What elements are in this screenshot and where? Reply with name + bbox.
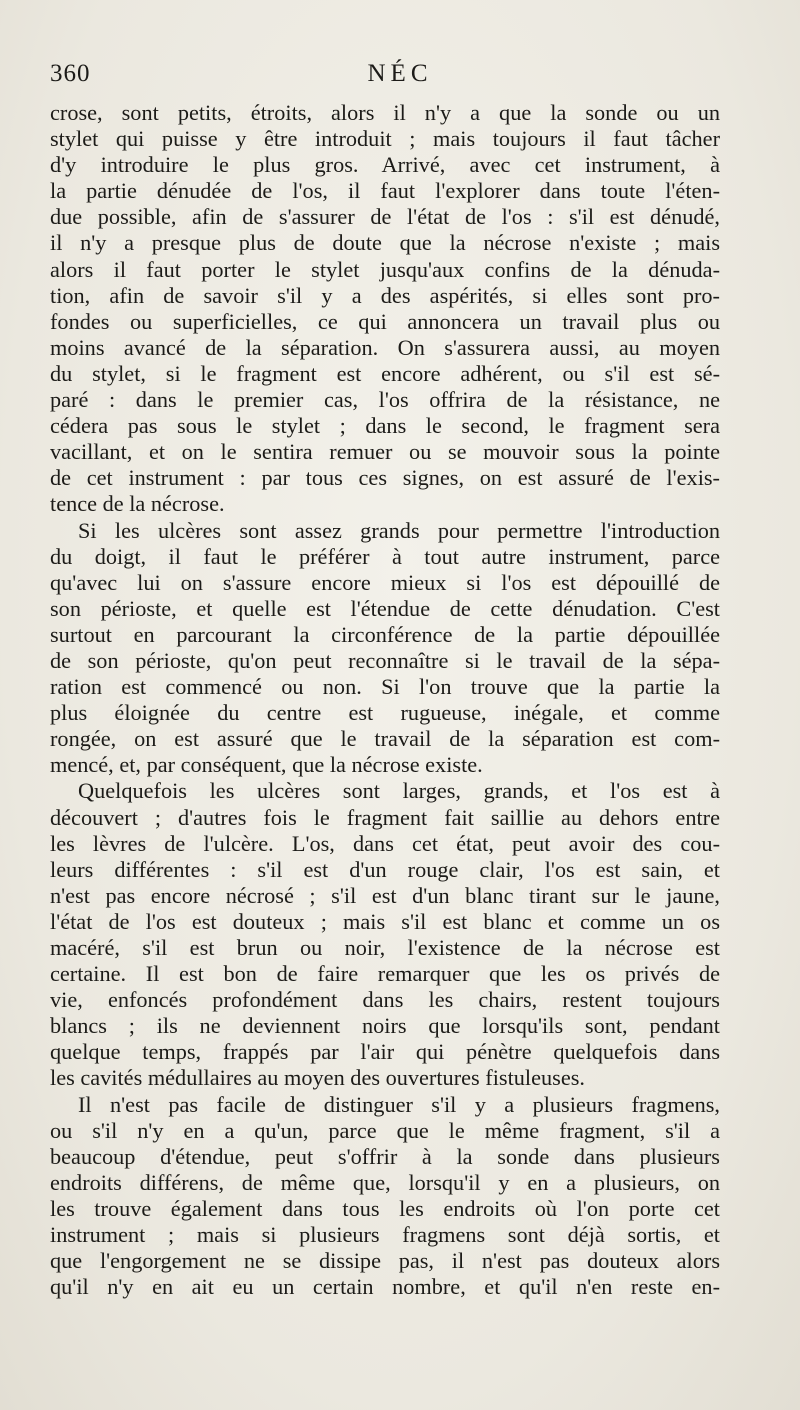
text-line: stylet qui puisse y être introduit ; mais toujours il faut tâcher [50, 126, 720, 152]
text-line: les trouve également dans tous les endroits où l'on porte cet [50, 1195, 720, 1221]
page-header [50, 60, 750, 100]
text-line: instrument ; mais si plusieurs fragmens sont déjà sortis, et [50, 1222, 720, 1248]
text-line: blancs ; ils ne deviennent noirs que lorsqu'ils sont, pendant [50, 1013, 720, 1039]
paragraph [50, 778, 720, 1091]
body-text [50, 100, 720, 1300]
paragraph [50, 518, 720, 779]
text-line: Il n'est pas facile de distinguer s'il y a plusieurs fragmens, [78, 1091, 720, 1117]
text-line: moins avancé de la séparation. On s'assurera aussi, au moyen [50, 334, 720, 360]
text-line: beaucoup d'étendue, peut s'offrir à la sonde dans plusieurs [50, 1143, 720, 1169]
text-line: la partie dénudée de l'os, il faut l'explorer dans toute l'éten- [50, 178, 720, 204]
text-line: les cavités médullaires au moyen des ouvertures fistuleuses. [50, 1065, 585, 1091]
text-line: quelque temps, frappés par l'air qui pénètre quelquefois dans [50, 1039, 720, 1065]
text-line: les lèvres de l'ulcère. L'os, dans cet état, peut avoir des cou- [50, 830, 720, 856]
text-line: crose, sont petits, étroits, alors il n'y a que la sonde ou un [50, 100, 720, 125]
text-line: surtout en parcourant la circonférence de la partie dépouillée [50, 621, 720, 647]
text-line: rongée, on est assuré que le travail de la séparation est com- [50, 726, 720, 752]
text-line: du stylet, si le fragment est encore adhérent, ou s'il est sé- [50, 360, 720, 386]
text-line: Si les ulcères sont assez grands pour permettre l'introduction [78, 517, 720, 543]
text-line: d'y introduire le plus gros. Arrivé, avec cet instrument, à [50, 152, 720, 178]
page-number: 360 [50, 60, 91, 87]
text-line: du doigt, il faut le préférer à tout autre instrument, parce [50, 543, 720, 569]
text-line: son périoste, et quelle est l'étendue de cette dénudation. C'est [50, 595, 720, 621]
text-line: ration est commencé ou non. Si l'on trouve que la partie la [50, 674, 720, 700]
paragraph [50, 1092, 720, 1301]
text-line: certaine. Il est bon de faire remarquer que les os privés de [50, 961, 720, 987]
paragraph [50, 100, 720, 518]
text-line: endroits différens, de même que, lorsqu'il y en a plusieurs, on [50, 1169, 720, 1195]
text-line: due possible, afin de s'assurer de l'état de l'os : s'il est dénudé, [50, 204, 720, 230]
text-line: n'est pas encore nécrosé ; s'il est d'un blanc tirant sur le jaune, [50, 882, 720, 908]
text-line: il n'y a presque plus de doute que la nécrose n'existe ; mais [50, 230, 720, 256]
text-line: fondes ou superficielles, ce qui annoncera un travail plus ou [50, 308, 720, 334]
text-line: tion, afin de savoir s'il y a des aspérités, si elles sont pro- [50, 282, 720, 308]
text-line: alors il faut porter le stylet jusqu'aux confins de la dénuda- [50, 256, 720, 282]
text-line: plus éloignée du centre est rugueuse, inégale, et comme [50, 700, 720, 726]
text-line: que l'engorgement ne se dissipe pas, il n'est pas douteux alors [50, 1248, 720, 1274]
text-line: l'état de l'os est douteux ; mais s'il est blanc et comme un os [50, 908, 720, 934]
text-line: de cet instrument : par tous ces signes, on est assuré de l'exis- [50, 465, 720, 491]
text-line: mencé, et, par conséquent, que la nécrose existe. [50, 752, 483, 778]
text-line: ou s'il n'y en a qu'un, parce que le même fragment, s'il a [50, 1117, 720, 1143]
text-line: qu'il n'y en ait eu un certain nombre, et qu'il n'en reste en- [50, 1274, 720, 1300]
text-line: Quelquefois les ulcères sont larges, grands, et l'os est à [78, 778, 720, 804]
text-line: cédera pas sous le stylet ; dans le second, le fragment sera [50, 413, 720, 439]
text-line: vie, enfoncés profondément dans les chairs, restent toujours [50, 987, 720, 1013]
text-line: vacillant, et on le sentira remuer ou se mouvoir sous la pointe [50, 439, 720, 465]
text-line: tence de la nécrose. [50, 491, 225, 517]
text-line: macéré, s'il est brun ou noir, l'existence de la nécrose est [50, 935, 720, 960]
text-line: qu'avec lui on s'assure encore mieux si l'os est dépouillé de [50, 569, 720, 595]
text-line: leurs différentes : s'il est d'un rouge clair, l'os est sain, et [50, 856, 720, 882]
text-line: de son périoste, qu'on peut reconnaître si le travail de la sépa- [50, 647, 720, 673]
text-line: découvert ; d'autres fois le fragment fait saillie au dehors entre [50, 804, 720, 830]
running-head: NÉC [367, 60, 433, 87]
text-line: paré : dans le premier cas, l'os offrira de la résistance, ne [50, 387, 720, 413]
